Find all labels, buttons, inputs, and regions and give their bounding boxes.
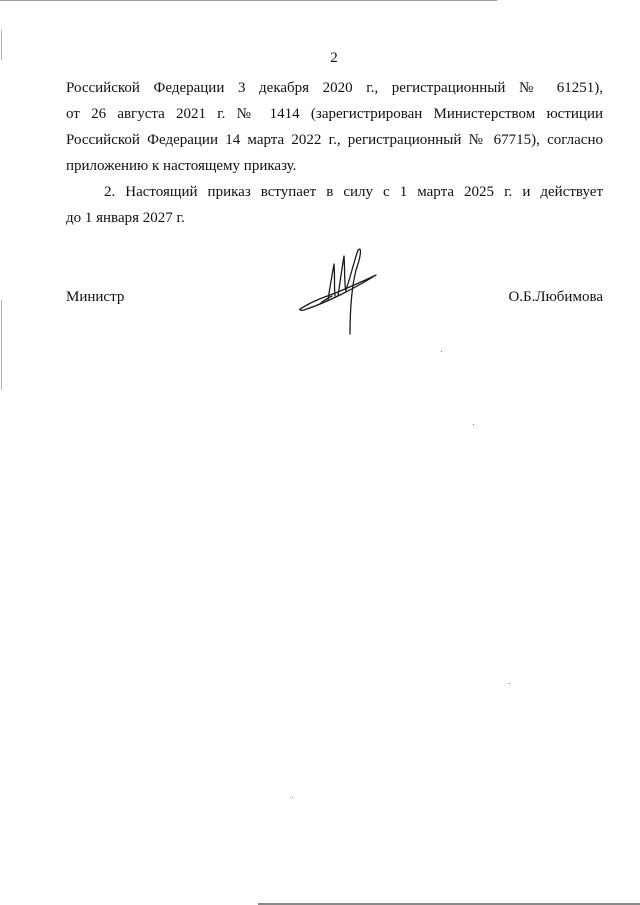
paragraph-line: до 1 января 2027 г. [66,210,185,226]
page-number: 2 [330,50,338,66]
signer-position: Министр [66,289,125,305]
scan-speck [473,424,474,425]
paragraph-1 [66,75,603,179]
scan-speck [292,797,293,798]
paragraph-line: Российской Федерации 3 декабря 2020 г., регистрационный № 61251), [66,80,603,96]
paragraph-2 [66,179,603,231]
scan-speck [441,351,442,352]
scan-edge-left [1,300,2,390]
scan-edge-top [0,0,497,1]
signer-name: О.Б.Любимова [508,289,603,305]
scan-speck [509,683,510,684]
handwritten-signature [294,242,384,338]
paragraph-line: от 26 августа 2021 г. № 1414 (зарегистрирован Министерством юстиции [66,106,603,122]
paragraph-line: Российской Федерации 14 марта 2022 г., регистрационный № 67715), согласно [66,132,603,148]
paragraph-line: 2. Настоящий приказ вступает в силу с 1 марта 2025 г. и действует [104,184,603,200]
paragraph-line: приложению к настоящему приказу. [66,158,297,174]
